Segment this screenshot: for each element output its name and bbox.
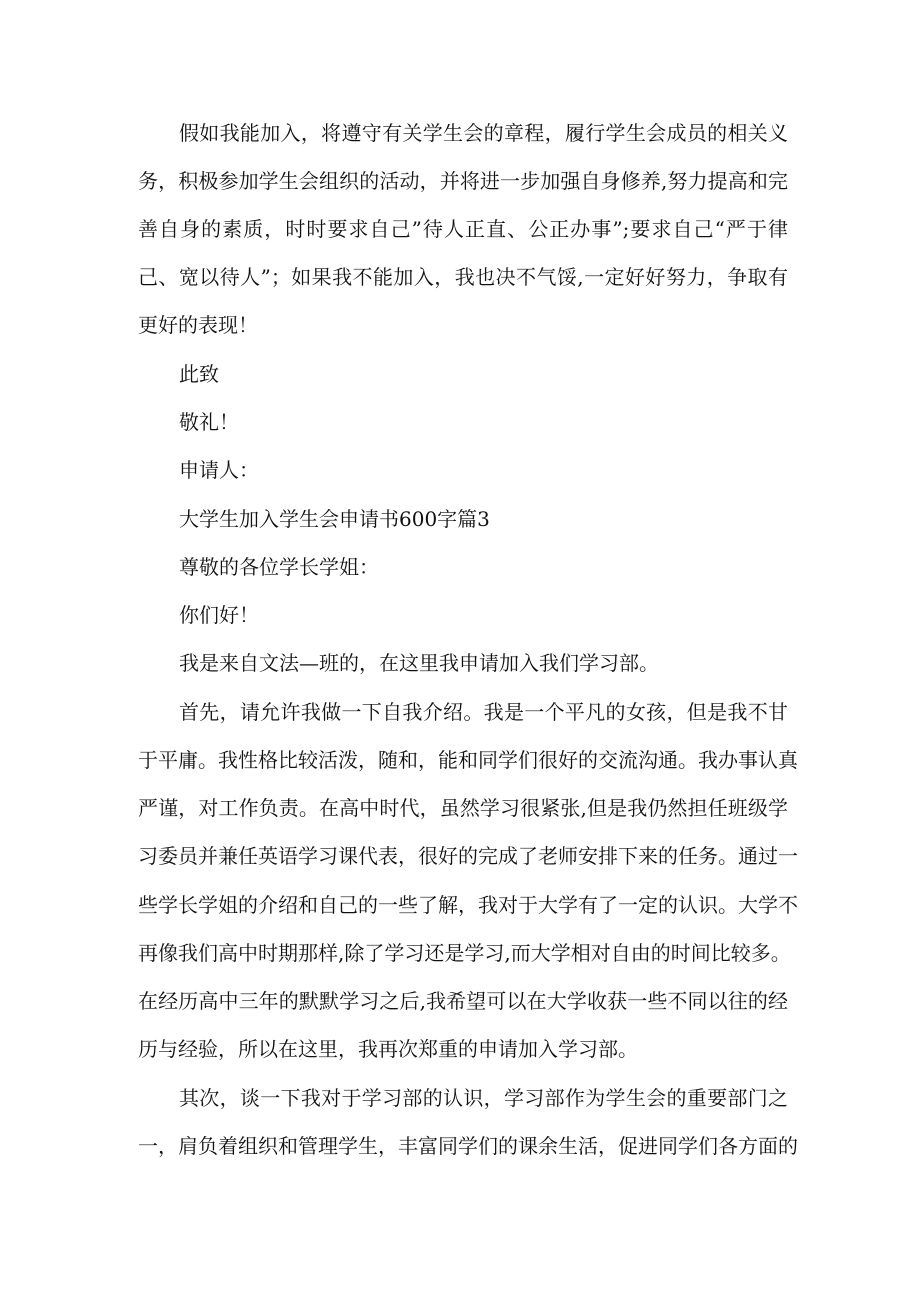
paragraph-line: 严谨，对工作负责。在高中时代，虽然学习很紧张,但是我仍然担任班级学: [138, 796, 788, 820]
applicant-label: 申请人：: [179, 458, 259, 482]
paragraph-line: 务，积极参加学生会组织的活动，并将进一步加强自身修养,努力提高和完: [138, 169, 788, 193]
paragraph-line: 些学长学姐的介绍和自己的一些了解，我对于大学有了一定的认识。大学不: [138, 893, 798, 917]
closing-respect: 敬礼！: [179, 410, 239, 434]
paragraph-line: 历与经验，所以在这里，我再次郑重的申请加入学习部。: [138, 1037, 638, 1061]
greeting-line: 你们好！: [179, 603, 259, 627]
paragraph-line: 在经历高中三年的默默学习之后,我希望可以在大学收获一些不同以往的经: [138, 989, 788, 1013]
paragraph-line: 己、宽以待人”；如果我不能加入，我也决不气馁,一定好好努力，争取有: [138, 265, 788, 289]
paragraph-line: 于平庸。我性格比较活泼，随和，能和同学们很好的交流沟通。我办事认真: [138, 748, 798, 772]
paragraph-line: 善自身的素质，时时要求自己”待人正直、公正办事”;要求自己“严于律: [138, 217, 788, 241]
paragraph-line: 我是来自文法—班的，在这里我申请加入我们学习部。: [179, 651, 659, 675]
paragraph-line: 首先，请允许我做一下自我介绍。我是一个平凡的女孩，但是我不甘: [179, 700, 788, 724]
paragraph-line: 再像我们高中时期那样,除了学习还是学习,而大学相对自由的时间比较多。: [138, 941, 791, 965]
closing-salutation: 此致: [179, 362, 219, 386]
section-title: 大学生加入学生会申请书600字篇3: [179, 507, 490, 531]
greeting-line: 尊敬的各位学长学姐：: [179, 555, 379, 579]
paragraph-line: 假如我能加入，将遵守有关学生会的章程，履行学生会成员的相关义: [179, 121, 788, 145]
paragraph-line: 一，肩负着组织和管理学生，丰富同学们的课余生活，促进同学们各方面的: [138, 1134, 798, 1158]
paragraph-line: 其次，谈一下我对于学习部的认识，学习部作为学生会的重要部门之: [179, 1086, 788, 1110]
paragraph-line: 更好的表现！: [138, 313, 258, 337]
paragraph-line: 习委员并兼任英语学习课代表，很好的完成了老师安排下来的任务。通过一: [138, 844, 798, 868]
